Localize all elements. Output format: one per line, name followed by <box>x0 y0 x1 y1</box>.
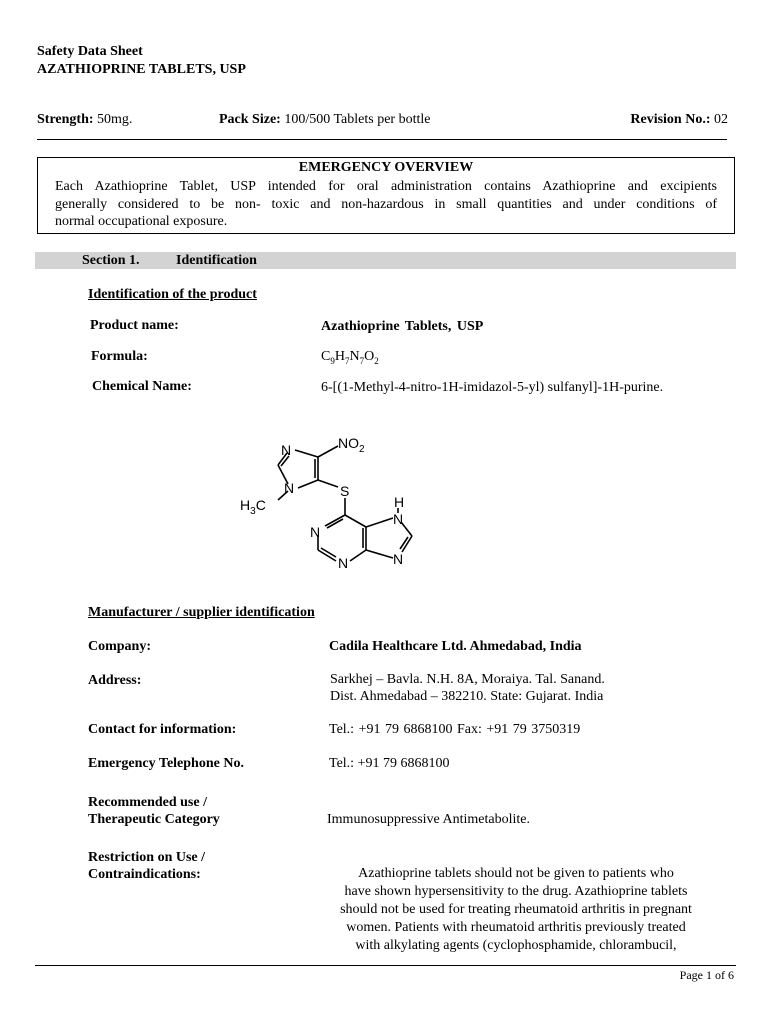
formula-part: N <box>349 349 360 364</box>
strength-value: 50mg. <box>97 112 133 127</box>
section-number: Section 1. <box>82 253 140 268</box>
emergency-line: normal occupational exposure. <box>55 214 228 229</box>
emergency-overview-title: EMERGENCY OVERVIEW <box>298 160 474 175</box>
chemical-structure-diagram <box>230 420 450 570</box>
formula-part: H <box>334 349 345 364</box>
atom-label: N <box>281 442 292 458</box>
contraindication-line: Azathioprine tablets should not be given to patients who <box>358 866 674 881</box>
formula-subscript: 2 <box>374 355 379 366</box>
pack-size-value: 100/500 Tablets per bottle <box>284 112 431 127</box>
address-line-2: Dist. Ahmedabad – 382210. State: Gujarat. India <box>330 689 604 704</box>
section-header-bar <box>35 252 736 269</box>
atom-label: $NO_2$ <box>338 435 365 455</box>
atom-label: N <box>284 480 295 496</box>
atom-label: N <box>393 551 404 567</box>
revision-value: 02 <box>714 112 728 127</box>
pack-size-field <box>219 112 430 128</box>
revision-label: Revision No.: <box>630 112 711 127</box>
formula-value <box>321 349 379 366</box>
document-type: Safety Data Sheet <box>37 44 143 59</box>
recommended-use-label: Recommended use / <box>88 795 207 810</box>
address-label: Address: <box>88 673 142 688</box>
contact-label: Contact for information: <box>88 722 237 737</box>
contraindication-line: with alkylating agents (cyclophosphamide, chlorambucil, <box>355 938 677 953</box>
company-label: Company: <box>88 639 152 654</box>
atom-label: $H_3C$ <box>240 497 266 517</box>
header-divider <box>37 139 727 140</box>
therapeutic-category-value: Immunosuppressive Antimetabolite. <box>327 812 530 827</box>
atom-label: H <box>394 494 405 510</box>
structure-bonds <box>278 446 412 561</box>
formula-part: O <box>364 349 375 364</box>
contact-value: Tel.: +91 79 6868100 Fax: +91 79 3750319 <box>329 722 581 737</box>
emergency-overview-box <box>37 157 735 234</box>
restriction-label: Restriction on Use / <box>88 850 206 865</box>
company-value: Cadila Healthcare Ltd. Ahmedabad, India <box>329 639 582 654</box>
page-number: Page 1 of 6 <box>679 968 734 982</box>
atom-label: N <box>338 555 349 570</box>
manufacturer-heading: Manufacturer / supplier identification <box>88 605 315 620</box>
formula-part: C <box>321 349 331 364</box>
emergency-phone-value: Tel.: +91 79 6868100 <box>329 756 450 771</box>
chemical-name-label: Chemical Name: <box>92 379 192 394</box>
contraindication-line: should not be used for treating rheumatoid arthritis in pregnant <box>340 902 692 917</box>
therapeutic-category-label: Therapeutic Category <box>88 812 220 827</box>
product-name-value: Azathioprine Tablets, USP <box>321 319 484 334</box>
contraindications-label: Contraindications: <box>88 867 201 882</box>
emergency-overview-text <box>55 178 717 231</box>
formula-subscript: 7 <box>359 355 365 366</box>
formula-label: Formula: <box>91 349 148 364</box>
product-name-label: Product name: <box>90 318 179 333</box>
formula-subscript: 7 <box>344 355 350 366</box>
contraindication-line: have shown hypersensitivity to the drug. Azathioprine tablets <box>344 884 688 899</box>
contraindications-text <box>296 865 736 955</box>
emergency-line: Each Azathioprine Tablet, USP intended for oral administration contains Azathioprine and excipients <box>55 179 717 194</box>
formula-subscript: 9 <box>330 355 335 366</box>
contraindication-line: women. Patients with rheumatoid arthritis previously treated <box>346 920 686 935</box>
atom-label: N <box>393 511 404 527</box>
product-title: AZATHIOPRINE TABLETS, USP <box>37 62 246 77</box>
strength-field <box>37 112 132 128</box>
strength-label: Strength: <box>37 112 94 127</box>
section-title: Identification <box>176 253 257 268</box>
emergency-line: generally considered to be non- toxic and non-hazardous in small quantities and under conditions of <box>55 196 717 212</box>
revision-field <box>630 112 728 128</box>
chemical-name-value: 6-[(1-Methyl-4-nitro-1H-imidazol-5-yl) sulfanyl]-1H-purine. <box>321 380 664 395</box>
atom-label: N <box>310 524 321 540</box>
address-line-1: Sarkhej – Bavla. N.H. 8A, Moraiya. Tal. Sanand. <box>330 672 605 687</box>
pack-size-label: Pack Size: <box>219 112 281 127</box>
product-identification-heading: Identification of the product <box>88 287 257 302</box>
atom-label: S <box>340 483 350 499</box>
footer-divider <box>35 965 736 966</box>
emergency-phone-label: Emergency Telephone No. <box>88 756 244 771</box>
